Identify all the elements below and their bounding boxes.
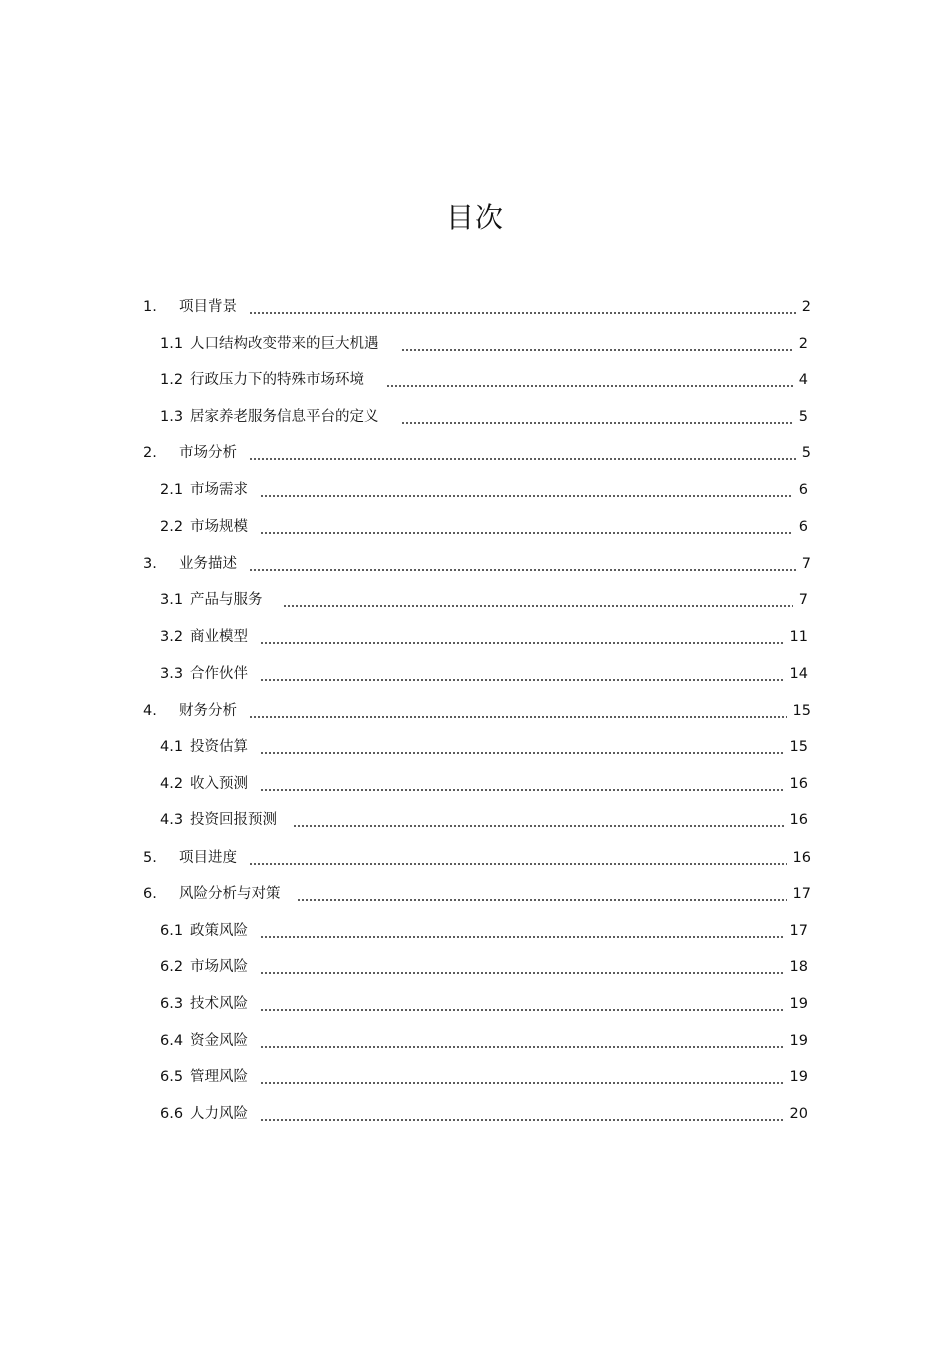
toc-entry-1[interactable] [143,296,811,316]
toc-entry-page: 7 [801,556,811,572]
toc-entry-title: 财务分析 [179,703,237,719]
toc-entry-page: 11 [789,629,808,645]
toc-entry-number: 3.1 [160,592,184,608]
toc-leader-dots [249,302,796,316]
toc-entry-title: 产品与服务 [190,592,263,608]
toc-entry-number: 6.2 [160,959,184,975]
toc-entry-number: 4. [143,703,157,719]
toc-entry-2-1[interactable] [160,479,808,499]
toc-entry-3-2[interactable] [160,626,808,646]
toc-leader-dots [260,742,784,756]
toc-entry-page: 17 [789,923,808,939]
toc-entry-6-5[interactable] [160,1066,808,1086]
toc-entry-number: 1.1 [160,336,184,352]
toc-entry-number: 4.3 [160,812,184,828]
toc-entry-title: 商业模型 [190,629,248,645]
toc-entry-title: 管理风险 [190,1069,248,1085]
toc-entry-6-4[interactable] [160,1030,808,1050]
toc-entry-title: 投资回报预测 [190,812,277,828]
toc-leader-dots [401,412,793,426]
toc-leader-dots [297,889,787,903]
page-title: 目次 [445,201,504,234]
toc-entry-3[interactable] [143,553,811,573]
toc-entry-1-3[interactable] [160,406,808,426]
toc-leader-dots [260,926,784,940]
toc-entry-6-3[interactable] [160,993,808,1013]
toc-entry-title: 政策风险 [190,923,248,939]
toc-leader-dots [293,815,784,829]
toc-leader-dots [249,853,787,867]
toc-entry-4[interactable] [143,700,811,720]
toc-entry-number: 6.3 [160,996,184,1012]
toc-entry-title: 市场需求 [190,482,248,498]
toc-entry-number: 2.1 [160,482,184,498]
toc-entry-6-2[interactable] [160,956,808,976]
toc-entry-title: 项目背景 [179,299,237,315]
toc-entry-page: 17 [792,886,811,902]
toc-entry-number: 4.2 [160,776,184,792]
toc-leader-dots [260,669,784,683]
toc-entry-6-1[interactable] [160,920,808,940]
toc-entry-number: 6. [143,886,157,902]
toc-entry-title: 市场规模 [190,519,248,535]
toc-entry-number: 3.2 [160,629,184,645]
toc-entry-title: 市场分析 [179,445,237,461]
toc-entry-6-6[interactable] [160,1103,808,1123]
toc-leader-dots [260,962,784,976]
toc-leader-dots [249,706,787,720]
toc-entry-title: 人口结构改变带来的巨大机遇 [190,336,379,352]
toc-leader-dots [249,559,796,573]
toc-leader-dots [260,522,793,536]
toc-leader-dots [260,485,793,499]
toc-entry-title: 业务描述 [179,556,237,572]
toc-entry-number: 4.1 [160,739,184,755]
toc-entry-number: 3. [143,556,157,572]
toc-leader-dots [260,632,784,646]
toc-leader-dots [386,375,793,389]
toc-entry-number: 1.3 [160,409,184,425]
toc-entry-number: 5. [143,850,157,866]
toc-entry-2[interactable] [143,442,811,462]
toc-entry-title: 人力风险 [190,1106,248,1122]
toc-entry-page: 16 [789,812,808,828]
toc-entry-1-2[interactable] [160,369,808,389]
toc-entry-page: 19 [789,1069,808,1085]
toc-entry-number: 1. [143,299,157,315]
toc-entry-page: 6 [798,482,808,498]
toc-entry-page: 16 [792,850,811,866]
toc-entry-title: 合作伙伴 [190,666,248,682]
toc-leader-dots [260,999,784,1013]
toc-entry-page: 2 [798,336,808,352]
toc-entry-number: 2. [143,445,157,461]
toc-leader-dots [260,779,784,793]
toc-entry-page: 7 [798,592,808,608]
toc-entry-page: 20 [789,1106,808,1122]
toc-entry-title: 收入预测 [190,776,248,792]
toc-leader-dots [260,1109,784,1123]
toc-entry-number: 3.3 [160,666,184,682]
toc-entry-page: 4 [798,372,808,388]
toc-entry-number: 6.1 [160,923,184,939]
toc-entry-title: 行政压力下的特殊市场环境 [190,372,364,388]
toc-entry-page: 14 [789,666,808,682]
toc-leader-dots [260,1036,784,1050]
toc-leader-dots [260,1072,784,1086]
toc-entry-4-3[interactable] [160,809,808,829]
toc-entry-page: 19 [789,996,808,1012]
toc-entry-number: 1.2 [160,372,184,388]
toc-entry-title: 风险分析与对策 [179,886,281,902]
toc-entry-page: 15 [789,739,808,755]
toc-leader-dots [283,595,793,609]
toc-entry-5[interactable] [143,847,811,867]
toc-entry-1-1[interactable] [160,333,808,353]
toc-entry-number: 2.2 [160,519,184,535]
toc-entry-3-1[interactable] [160,589,808,609]
toc-entry-page: 18 [789,959,808,975]
toc-entry-number: 6.6 [160,1106,184,1122]
toc-entry-page: 16 [789,776,808,792]
toc-entry-title: 技术风险 [190,996,248,1012]
toc-entry-title: 投资估算 [190,739,248,755]
toc-entry-6[interactable] [143,883,811,903]
toc-entry-2-2[interactable] [160,516,808,536]
toc-leader-dots [249,448,796,462]
toc-entry-title: 居家养老服务信息平台的定义 [190,409,379,425]
toc-leader-dots [401,339,793,353]
toc-entry-title: 市场风险 [190,959,248,975]
toc-entry-title: 项目进度 [179,850,237,866]
toc-entry-page: 5 [801,445,811,461]
toc-entry-4-2[interactable] [160,773,808,793]
toc-entry-4-1[interactable] [160,736,808,756]
toc-entry-page: 6 [798,519,808,535]
toc-entry-page: 5 [798,409,808,425]
toc-entry-3-3[interactable] [160,663,808,683]
toc-entry-title: 资金风险 [190,1033,248,1049]
toc-entry-page: 2 [801,299,811,315]
toc-entry-page: 19 [789,1033,808,1049]
toc-entry-number: 6.4 [160,1033,184,1049]
toc-entry-page: 15 [792,703,811,719]
toc-entry-number: 6.5 [160,1069,184,1085]
